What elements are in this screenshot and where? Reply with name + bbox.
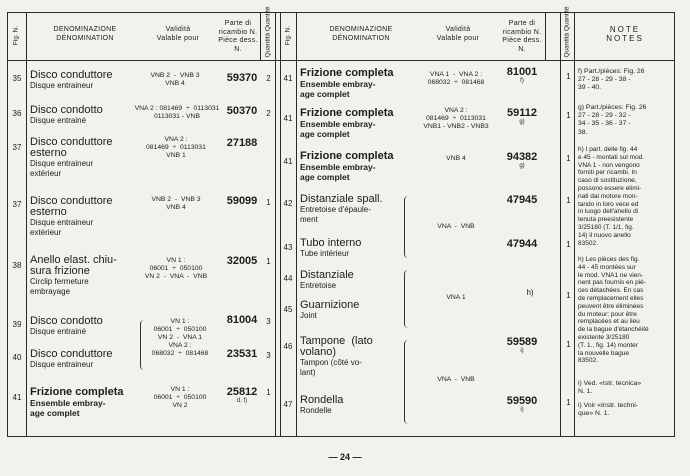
header-part-right: Parte di ricambio N. Pièce dess. N. bbox=[502, 20, 542, 53]
header-notes: NOTE NOTES bbox=[606, 25, 644, 43]
header-part-left: Parte di ricambio N. Pièce dess. N. bbox=[218, 20, 258, 53]
fig-number: 45 bbox=[283, 305, 293, 314]
part-number: 23531 bbox=[226, 348, 258, 360]
quantity: 1 bbox=[566, 340, 571, 349]
fig-number: 41 bbox=[283, 114, 293, 123]
fig-number: 35 bbox=[12, 74, 22, 83]
part-number: 59112 g) bbox=[507, 107, 537, 125]
quantity: 1 bbox=[566, 154, 571, 163]
fig-number: 47 bbox=[283, 400, 293, 409]
note-h-it: h) I part. delle fig. 44 e 45 - montati sul mod. VNA 1 - non vengono forniti per ricambi. In caso di sostituzione, possono essere elimi- nati dal motore mon- tando in loro vece ed in luogo dell'anello di tenuta preesistente 3/25180 (T. 1/1, fig. 14) il nuovo anello 83502. bbox=[578, 146, 645, 247]
table-row: Anello elast. chiu- sura frizione Circlip fermeture embrayage bbox=[30, 254, 117, 296]
validity: VNA - VNB bbox=[437, 376, 475, 383]
table-row: Frizione completa Ensemble embray- age complet bbox=[30, 386, 124, 418]
header-qty-right: Quantità Quantité bbox=[563, 6, 571, 58]
table-row: Disco conduttore esterno Disque entraineur extérieur bbox=[30, 136, 113, 178]
table-row: Guarnizione Joint bbox=[300, 299, 360, 320]
part-number: 59589 i) bbox=[506, 336, 538, 354]
fig-number: 41 bbox=[283, 74, 293, 83]
header-valid-right: Validità Valable pour bbox=[436, 26, 480, 42]
header-denom-right: DENOMINAZIONE DÉNOMINATION bbox=[329, 26, 393, 42]
validity: VN 1 : 06001 ÷ 050100 VN 2 bbox=[153, 386, 207, 409]
frame-right bbox=[674, 12, 675, 437]
frame-left bbox=[7, 12, 8, 437]
table-row: Disco condotto Disque entrainé bbox=[30, 104, 103, 125]
quantity: 1 bbox=[566, 291, 571, 300]
part-number: 25812 d. f) bbox=[226, 386, 258, 404]
part-number: 47945 bbox=[506, 194, 538, 206]
part-number: 94382 g) bbox=[506, 151, 538, 169]
validity: VNA 2 : 081469 ÷ 0113031 0113031 - VNB bbox=[134, 105, 220, 120]
validity: VNA 1 bbox=[446, 294, 466, 301]
fig-number: 46 bbox=[283, 342, 293, 351]
validity: VN 1 : 06001 ÷ 050100 VN 2 - VNA - VNB bbox=[144, 257, 208, 280]
part-number: h) bbox=[526, 288, 534, 297]
header-fig-right: Fig. N. bbox=[284, 25, 292, 46]
col-line bbox=[275, 12, 276, 437]
fig-number: 36 bbox=[12, 109, 22, 118]
validity: VNB 2 - VNB 3 VNB 4 bbox=[150, 72, 200, 87]
fig-number: 41 bbox=[283, 157, 293, 166]
part-number: 59370 bbox=[226, 72, 258, 84]
quantity: 1 bbox=[566, 111, 571, 120]
note-i-it: i) Ved. «Istr. tecnica» N. 1. bbox=[578, 380, 642, 396]
validity: VNA - VNB bbox=[437, 223, 475, 230]
header-valid-left: Validità Valable pour bbox=[156, 26, 200, 42]
quantity: 1 bbox=[566, 72, 571, 81]
quantity: 3 bbox=[266, 317, 271, 326]
table-row: Tampone (lato volano) Tampon (côté vo- lant) bbox=[300, 335, 373, 377]
quantity: 1 bbox=[266, 388, 271, 397]
fig-number: 37 bbox=[12, 143, 22, 152]
page-number: — 24 — bbox=[328, 452, 362, 462]
col-line bbox=[26, 12, 27, 437]
validity: VNB 4 bbox=[446, 155, 466, 162]
quantity: 1 bbox=[566, 240, 571, 249]
quantity: 1 bbox=[566, 196, 571, 205]
table-row: Disco conduttore Disque entraineur bbox=[30, 69, 113, 90]
validity: VNA 2 : 081469 ÷ 0113031 VNB 1 bbox=[146, 136, 206, 159]
quantity: 3 bbox=[266, 351, 271, 360]
part-number: 32005 bbox=[226, 255, 258, 267]
note-h-fr: h) Les pièces des fig. 44 - 45 montées sur le mod. VNA1 ne vien- nent pas fournis en piè- ces détachées. En cas de remplacement elles peuvent être éliminées du moteur; pour être remplacées et au lieu de la bague d'étanchéité existente 3/25180 (T. 1., fig. 14) monter la nouvelle bague 83502. bbox=[578, 256, 649, 365]
fig-number: 41 bbox=[12, 393, 22, 402]
validity: VNA 1 - VNA 2 : 068032 ÷ 081468 bbox=[427, 71, 485, 86]
table-row: Disco condotto Disque entrainé bbox=[30, 315, 103, 336]
validity: VNA 2 : 081469 ÷ 0113031 VNB1 - VNB2 - VNB3 bbox=[423, 107, 489, 130]
part-number: 81004 bbox=[226, 314, 258, 326]
quantity: 1 bbox=[266, 257, 271, 266]
quantity: 2 bbox=[266, 74, 271, 83]
fig-number: 44 bbox=[283, 274, 293, 283]
part-number: 27188 bbox=[226, 137, 258, 149]
quantity: 2 bbox=[266, 109, 271, 118]
quantity: 1 bbox=[266, 198, 271, 207]
part-number: 59590 i) bbox=[506, 395, 538, 413]
table-row: Frizione completa Ensemble embray- age complet bbox=[300, 107, 394, 139]
fig-number: 43 bbox=[283, 243, 293, 252]
validity: VN 1 : 06001 ÷ 050100 VN 2 - VNA 1 VNA 2 : 068032 ÷ 081468 bbox=[151, 318, 209, 357]
fig-number: 42 bbox=[283, 199, 293, 208]
quantity: 1 bbox=[566, 398, 571, 407]
table-row: Frizione completa Ensemble embray- age complet bbox=[300, 67, 394, 99]
fig-number: 39 bbox=[12, 320, 22, 329]
col-line bbox=[560, 12, 561, 437]
part-number: 47944 bbox=[506, 238, 538, 250]
validity: VNB 2 - VNB 3 VNB 4 bbox=[151, 196, 201, 211]
note-g: g) Part./pièces: Fig. 26 27 - 28 - 29 - 32 - 34 - 35 - 36 - 37 - 38. bbox=[578, 104, 647, 136]
header-denom-left: DENOMINAZIONE DÉNOMINATION bbox=[53, 26, 117, 42]
note-f: f) Part./pièces: Fig. 26 27 - 28 - 29 - 38 - 39 - 40. bbox=[578, 68, 645, 92]
header-qty-left: Quantità Quantité bbox=[264, 6, 272, 58]
table-row: Disco conduttore esterno Disque entraineur extérieur bbox=[30, 195, 113, 237]
fig-number: 37 bbox=[12, 200, 22, 209]
part-number: 59099 bbox=[226, 195, 258, 207]
fig-number: 38 bbox=[12, 261, 22, 270]
table-row: Distanziale Entretoise bbox=[300, 269, 354, 290]
part-number: 81001 f) bbox=[506, 66, 538, 84]
fig-number: 40 bbox=[12, 353, 22, 362]
header-fig-left: Fig. N. bbox=[12, 25, 20, 46]
table-row: Disco conduttore Disque entraineur bbox=[30, 348, 113, 369]
table-row: Distanziale spall. Entretoise d'épaule- ment bbox=[300, 193, 383, 224]
part-number: 50370 bbox=[226, 105, 258, 117]
table-row: Tubo interno Tube intérieur bbox=[300, 237, 362, 258]
table-row: Frizione completa Ensemble embray- age complet bbox=[300, 150, 394, 182]
col-line bbox=[296, 12, 297, 437]
note-i-fr: i) Voir «Instr. techni- que» N. 1. bbox=[578, 402, 639, 418]
table-row: Rondella Rondelle bbox=[300, 394, 344, 415]
